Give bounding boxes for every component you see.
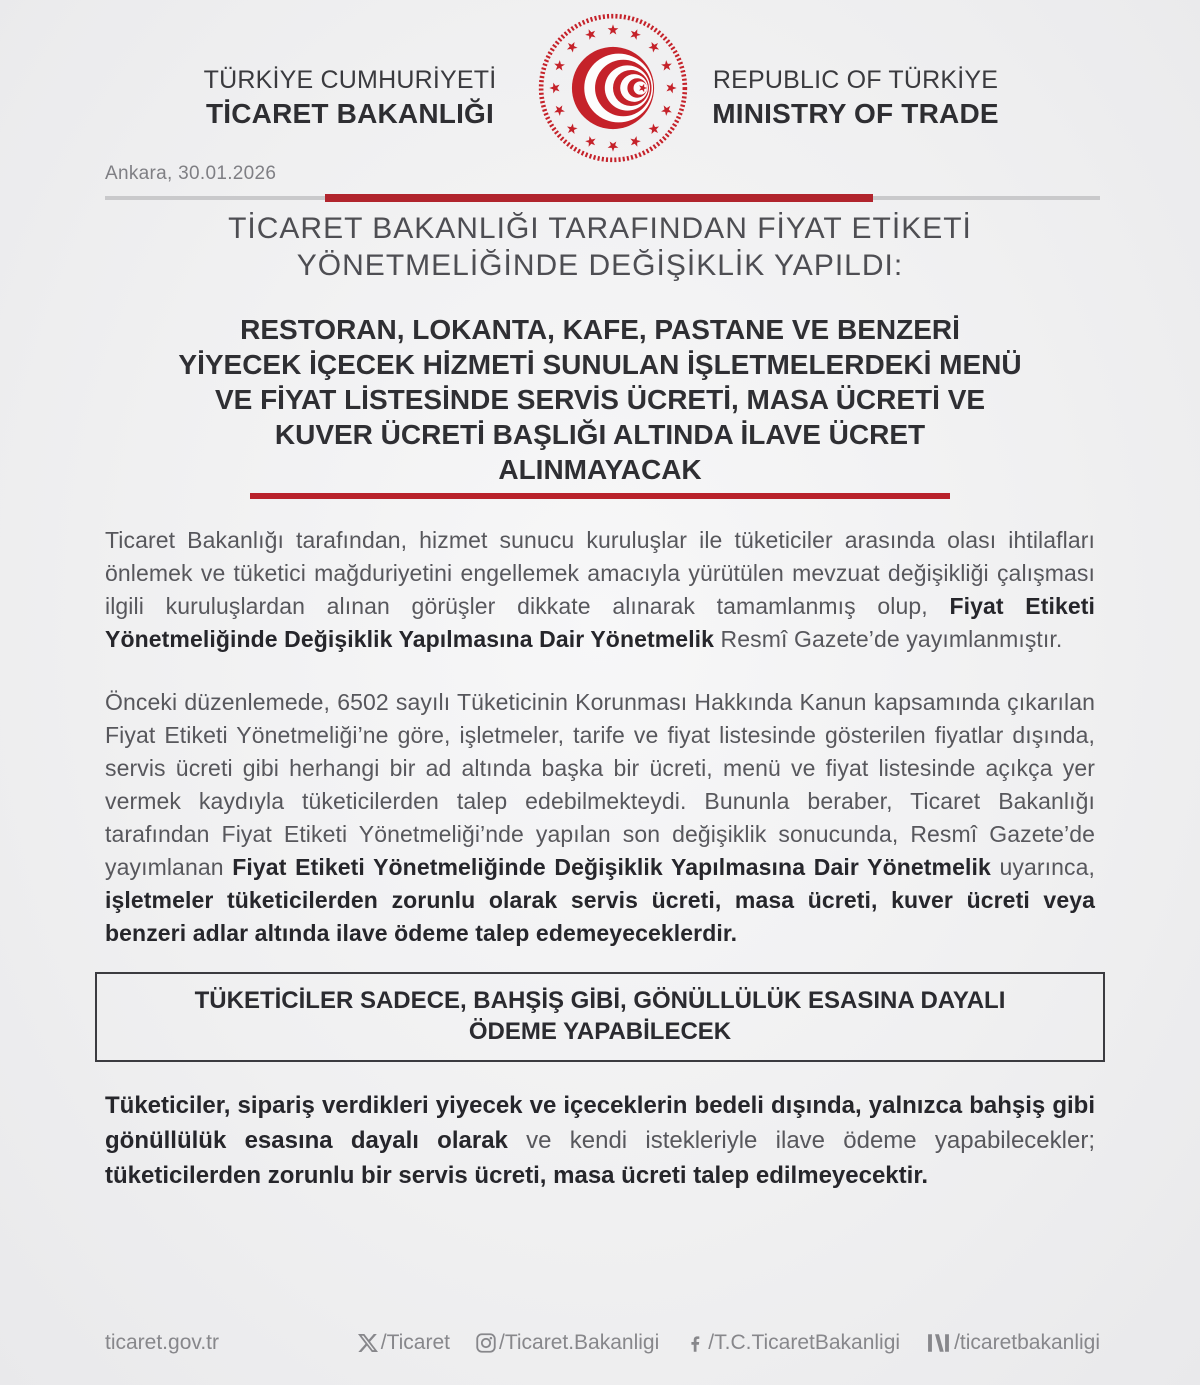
social-handle-instagram: /Ticaret.Bakanligi [498, 1331, 660, 1354]
social-item-nsosyal [926, 1331, 1100, 1355]
paragraph-previous-regulation: Önceki düzenlemede, 6502 sayılı Tüketicinin Korunması Hakkında Kanun kapsamında çıkarılan Fiyat Etiketi Yönetmeliği’ne göre, işletmeler, tarife ve fiyat listesinde gösterilen fiyatlar dışında, servis ücreti gibi herhangi bir ad altında başka bir ücreti, menü ve fiyat listesinde açıkça yer vermek kaydıyla tüketicilerden talep edebilmekteydi. Bununla beraber, Ticaret Bakanlığı tarafından Fiyat Etiketi Yönetmeliği’nde yapılan son değişiklik sonucunda, Resmî Gazete’de yayımlanan Fiyat Etiketi Yönetmeliğinde Değişiklik Yapılmasına Dair Yönetmelik uyarınca, işletmeler tüketicilerden zorunlu olarak servis ücreti, masa ücreti, kuver ücreti veya benzeri adlar altında ilave ödeme talep edemeyeceklerdir. [105, 689, 1096, 946]
social-item-instagram [476, 1331, 659, 1355]
social-item-x [358, 1331, 450, 1355]
x-icon [358, 1333, 378, 1353]
press-title: TİCARET BAKANLIĞI TARAFINDAN FİYAT ETİKETİ YÖNETMELİĞİNDE DEĞİŞİKLİK YAPILDI: [228, 212, 972, 282]
ministry-of-trade-emblem-icon [536, 11, 690, 165]
website-url: ticaret.gov.tr [105, 1331, 219, 1354]
social-handle-x: /Ticaret [380, 1331, 450, 1354]
callout-box: TÜKETİCİLER SADECE, BAHŞİŞ GİBİ, GÖNÜLLÜLÜK ESASINA DAYALI ÖDEME YAPABİLECEK [95, 972, 1105, 1062]
divider-red-segment [325, 194, 873, 202]
org-country-en: REPUBLIC OF TÜRKİYE [712, 66, 999, 94]
footer [105, 1328, 1100, 1358]
body-column [95, 524, 1105, 1193]
date-line: Ankara, 30.01.2026 [105, 163, 277, 184]
org-title-turkish [185, 64, 515, 130]
org-ministry-en: MINISTRY OF TRADE [712, 98, 999, 129]
org-ministry-tr: TİCARET BAKANLIĞI [205, 98, 495, 129]
social-handle-facebook: /T.C.TicaretBakanligi [708, 1331, 901, 1354]
instagram-icon [476, 1333, 496, 1353]
social-handle-nsosyal: /ticaretbakanligi [954, 1331, 1100, 1354]
paragraph-regulation-published: Ticaret Bakanlığı tarafından, hizmet sunucu kuruluşlar ile tüketiciler arasında olası ihtilafları önlemek ve tüketici mağduriyetini engellemek amacıyla yürütülen mevzuat değişikliği çalışması ilgili kuruluşlardan alınan görüşler dikkate alınarak tamamlanmış olup, Fiyat Etiketi Yönetmeliğinde Değişiklik Yapılmasına Dair Yönetmelik Resmî Gazete’de yayımlanmıştır. [105, 527, 1095, 652]
closing-paragraph: Tüketiciler, sipariş verdikleri yiyecek ve içeceklerin bedeli dışında, yalnızca bahşiş gibi gönüllülük esasına dayalı olarak ve kendi istekleriyle ilave ödeme yapabilecekler; tüketicilerden zorunlu bir servis ücreti, masa ücreti talep edilmeyecektir. [105, 1092, 1095, 1189]
divider-bar [105, 194, 1100, 202]
facebook-icon [685, 1333, 705, 1353]
headline-underline [250, 493, 950, 499]
social-links [358, 1331, 1100, 1355]
social-item-facebook [685, 1331, 900, 1355]
press-headline: RESTORAN, LOKANTA, KAFE, PASTANE VE BENZERİ YİYECEK İÇECEK HİZMETİ SUNULAN İŞLETMELERDEKİ MENÜ VE FİYAT LİSTESİNDE SERVİS ÜCRETİ, MASA ÜCRETİ VE KUVER ÜCRETİ BAŞLIĞI ALTINDA İLAVE ÜCRET ALINMAYACAK [178, 314, 1022, 485]
org-title-english [703, 64, 1008, 130]
nsosyal-icon [926, 1333, 951, 1353]
org-country-tr: TÜRKİYE CUMHURİYETİ [203, 66, 497, 94]
